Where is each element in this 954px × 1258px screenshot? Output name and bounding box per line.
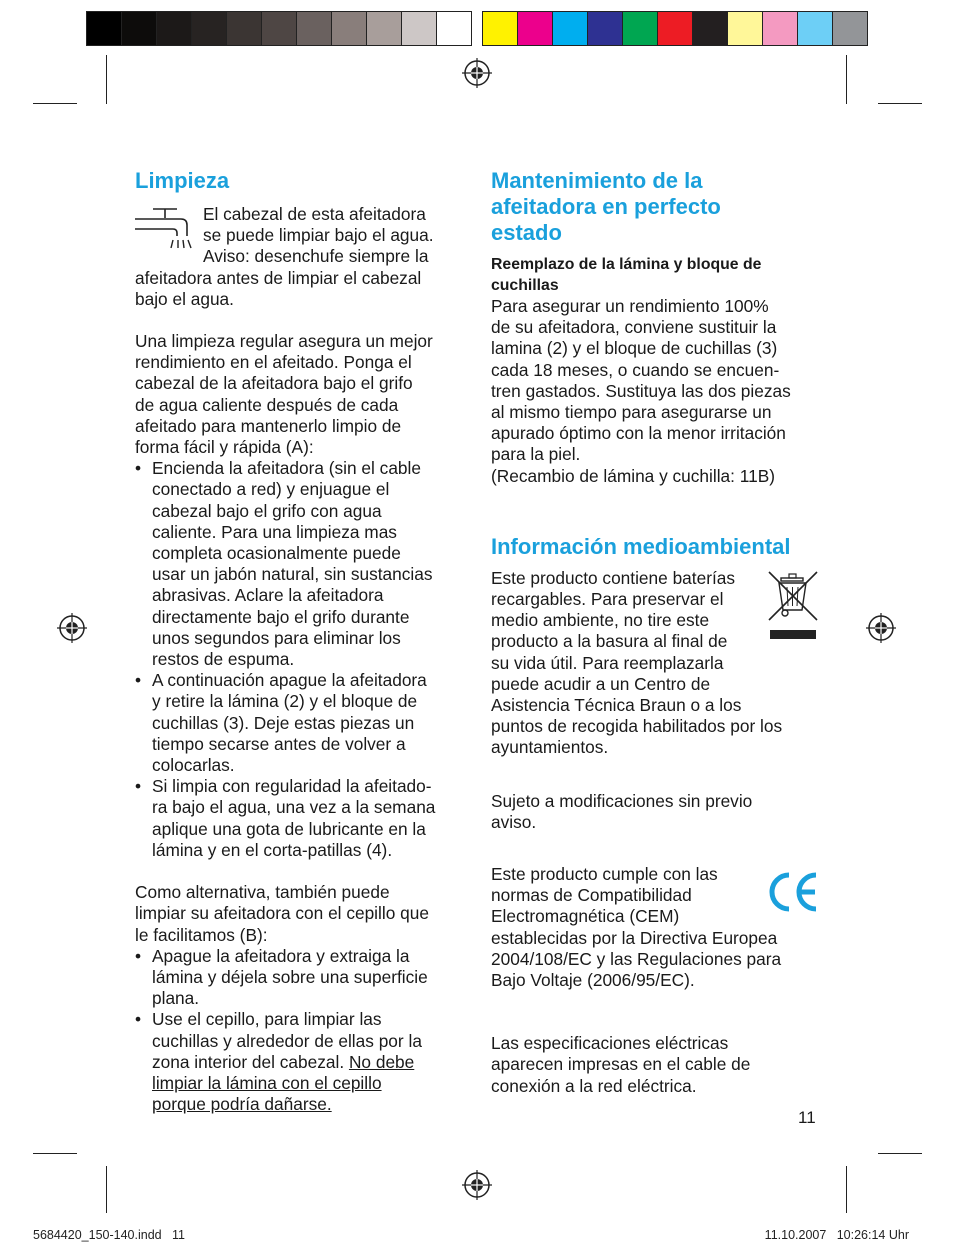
text-line: conectado a red) y enjuague el [152, 479, 390, 500]
text-line: lamina (2) y el bloque de cuchillas (3) [491, 338, 778, 359]
text-line: aviso. [491, 811, 537, 832]
list-item [135, 1009, 465, 1115]
text-line: Para asegurar un rendimiento 100% [491, 296, 769, 316]
text-fragment: zona interior del cabezal. [152, 1051, 349, 1072]
text-line: caliente. Para una limpieza mas [152, 521, 397, 542]
text-line: ayuntamientos. [491, 737, 609, 758]
bullet: • [135, 945, 142, 966]
text-line: forma fácil y rápida (A): [135, 437, 314, 458]
registration-mark-icon [57, 613, 87, 643]
intro-line: afeitadora antes de limpiar el cabezal [135, 267, 422, 288]
text-line: aparecen impresas en el cable de [491, 1054, 751, 1075]
paragraph-replacement [491, 296, 821, 487]
text-line: unos segundos para eliminar los [152, 627, 401, 648]
grayscale-swatch [402, 12, 437, 45]
crossed-out-wheelie-bin-icon [765, 570, 821, 644]
process-color-swatch [658, 12, 693, 45]
text-line: usar un jabón natural, sin sustancias [152, 564, 433, 585]
text-line: colocarlas. [152, 755, 235, 776]
paragraph-brush [135, 882, 465, 946]
spec-block [491, 1033, 821, 1097]
text-line: y retire la lámina (2) y el bloque de [152, 691, 418, 712]
slug-file-info: 5684420_150-140.indd 11 [33, 1228, 185, 1242]
text-line: Si limpia con regularidad la afeitado- [152, 776, 432, 797]
text-line: tren gastados. Sustituya las dos piezas [491, 380, 791, 401]
text-line: cuchillas y alrededor de ellas por la [152, 1030, 422, 1051]
text-line: cabezal bajo el grifo con agua [152, 500, 382, 521]
text-line: cuchillas (3). Deje estas piezas un [152, 712, 415, 733]
text-line: al mismo tiempo para asegurarse un [491, 402, 772, 423]
text-line: Use el cepillo, para limpiar las [152, 1009, 382, 1030]
grayscale-swatch [332, 12, 367, 45]
process-color-swatch [763, 12, 798, 45]
bullet: • [135, 1009, 142, 1030]
right-column [491, 168, 821, 1097]
subheading-replacement [491, 254, 821, 296]
title-line: Mantenimiento de la [491, 168, 703, 193]
process-color-swatch [518, 12, 553, 45]
title-line: estado [491, 220, 562, 245]
faucet-icon [135, 206, 197, 256]
grayscale-swatch [367, 12, 402, 45]
text-line: afeitado para mantenerlo limpio de [135, 415, 402, 436]
list-item [135, 670, 465, 776]
grayscale-swatch [157, 12, 192, 45]
slug-timestamp: 11.10.2007 10:26:14 Uhr [764, 1228, 909, 1242]
intro-line: Aviso: desenchufe siempre la [203, 246, 429, 267]
text-line: restos de espuma. [152, 649, 295, 670]
text-line: conexión a la red eléctrica. [491, 1075, 697, 1096]
process-color-swatch [693, 12, 728, 45]
list-item [135, 946, 465, 1010]
list-item [135, 458, 465, 670]
warning-underlined-text: limpiar la lámina con el cepillo [152, 1072, 382, 1093]
text-line: plana. [152, 988, 200, 1009]
ce-block [491, 864, 821, 991]
text-line: Encienda la afeitadora (sin el cable [152, 458, 421, 479]
text-line: directamente bajo el grifo durante [152, 606, 410, 627]
text-line: Una limpieza regular asegura un mejor [135, 331, 433, 352]
bullet-list-cleaning [135, 458, 465, 861]
process-color-swatch [483, 12, 518, 45]
process-color-bar [482, 11, 868, 46]
registration-mark-icon [462, 1170, 492, 1200]
text-line: rendimiento en el afeitado. Ponga el [135, 352, 412, 373]
grayscale-swatch [262, 12, 297, 45]
bullet: • [135, 458, 142, 479]
grayscale-swatch [437, 12, 471, 45]
ce-mark-icon [763, 868, 821, 916]
warning-underlined-text: No debe [348, 1051, 415, 1072]
subheading-line: cuchillas [491, 277, 559, 294]
text-line: Bajo Voltaje (2006/95/EC). [491, 970, 695, 991]
text-line: puntos de recogida habilitados por los [491, 716, 783, 737]
subheading-line: Reemplazo de la lámina y bloque de [491, 256, 762, 273]
section-title-environment: Información medioambiental [491, 533, 791, 559]
text-line: medio ambiente, no tire este [491, 610, 710, 631]
text-line: para la piel. [491, 444, 581, 465]
grayscale-color-bar [86, 11, 472, 46]
process-color-swatch [588, 12, 623, 45]
text-line: Sujeto a modificaciones sin previo [491, 790, 753, 811]
text-line: cada 18 meses, o cuando se encuen- [491, 359, 780, 380]
text-line: de agua caliente después de cada [135, 394, 399, 415]
process-color-swatch [833, 12, 867, 45]
notice-block [491, 791, 821, 833]
text-line: su vida útil. Para reemplazarla [491, 652, 724, 673]
registration-mark-icon [866, 613, 896, 643]
grayscale-swatch [227, 12, 262, 45]
text-line: ra bajo el agua, una vez a la semana [152, 797, 436, 818]
section-title-maintenance [491, 168, 821, 246]
bullet: • [135, 776, 142, 797]
text-line: de su afeitadora, conviene sustituir la [491, 317, 777, 338]
warning-underlined-text: porque podría dañarse. [152, 1094, 332, 1115]
list-item [135, 776, 465, 861]
title-line: afeitadora en perfecto [491, 194, 721, 219]
text-line: (Recambio de lámina y cuchilla: 11B) [491, 465, 775, 486]
text-line: Como alternativa, también puede [135, 882, 390, 903]
bullet-list-brush [135, 946, 465, 1116]
intro-block [135, 204, 465, 310]
process-color-swatch [728, 12, 763, 45]
grayscale-swatch [192, 12, 227, 45]
grayscale-swatch [87, 12, 122, 45]
text-line: recargables. Para preservar el [491, 589, 724, 610]
text-line: Este producto contiene baterías [491, 567, 736, 588]
text-line: establecidas por la Directiva Europea [491, 927, 778, 948]
text-line: le facilitamos (B): [135, 924, 268, 945]
text-line: Este producto cumple con las [491, 864, 718, 885]
paragraph-cleaning [135, 331, 465, 458]
left-column [135, 168, 465, 1115]
page-number: 11 [798, 1108, 816, 1127]
text-line: lámina y déjela sobre una superficie [152, 966, 428, 987]
text-line: lámina y en el corta-patillas (4). [152, 839, 393, 860]
text-line: 2004/108/EC y las Regulaciones para [491, 948, 782, 969]
text-line: Electromagnética (CEM) [491, 906, 680, 927]
text-line: Apague la afeitadora y extraiga la [152, 945, 410, 966]
text-line: apurado óptimo con la menor irritación [491, 423, 786, 444]
text-line [152, 1052, 465, 1073]
environment-block [491, 568, 821, 759]
text-line: cabezal de la afeitadora bajo el grifo [135, 373, 413, 394]
section-title-limpieza: Limpieza [135, 168, 230, 193]
text-line: producto a la basura al final de [491, 631, 728, 652]
bullet: • [135, 670, 142, 691]
text-line: completa ocasionalmente puede [152, 543, 401, 564]
process-color-swatch [798, 12, 833, 45]
text-line: abrasivas. Aclare la afeitadora [152, 585, 384, 606]
text-line: aplique una gota de lubricante en la [152, 818, 426, 839]
text-line: limpiar su afeitadora con el cepillo que [135, 903, 429, 924]
text-line: Las especificaciones eléctricas [491, 1033, 729, 1054]
intro-line: El cabezal de esta afeitadora [203, 204, 426, 224]
text-line: tiempo secarse antes de volver a [152, 733, 406, 754]
text-line: normas de Compatibilidad [491, 885, 692, 906]
registration-mark-icon [462, 58, 492, 88]
text-line: Asistencia Técnica Braun o a los [491, 695, 742, 716]
text-line: A continuación apague la afeitadora [152, 670, 427, 691]
intro-line: se puede limpiar bajo el agua. [203, 225, 434, 246]
intro-line: bajo el agua. [135, 288, 234, 309]
process-color-swatch [553, 12, 588, 45]
grayscale-swatch [297, 12, 332, 45]
text-line: puede acudir a un Centro de [491, 673, 711, 694]
grayscale-swatch [122, 12, 157, 45]
process-color-swatch [623, 12, 658, 45]
